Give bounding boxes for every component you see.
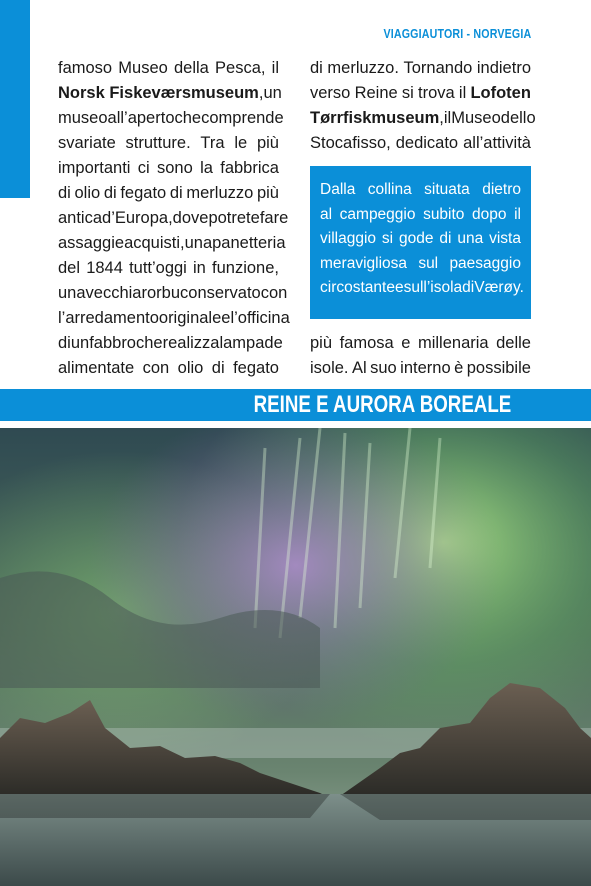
word: con	[260, 284, 288, 302]
text-line	[310, 131, 531, 156]
text-line	[58, 56, 279, 81]
word: di	[310, 59, 323, 77]
word: vecchia	[85, 284, 142, 302]
word: sull’isola	[403, 279, 463, 296]
word: dello	[500, 109, 536, 127]
text-line	[58, 306, 290, 331]
word: funzione,	[212, 259, 279, 277]
word: l’officina	[230, 309, 290, 327]
word: fabbrica	[220, 159, 279, 177]
word: un	[70, 334, 90, 352]
word: le	[234, 134, 248, 152]
word: e	[221, 309, 231, 327]
word: all’aperto	[107, 109, 175, 127]
word: conservato	[180, 284, 261, 302]
word: all’attività	[463, 134, 531, 152]
word: sul	[418, 254, 439, 272]
left-text-column	[58, 56, 290, 381]
text-line	[320, 178, 521, 203]
text-line	[58, 156, 279, 181]
word: di	[58, 334, 71, 352]
aurora-landscape-photo	[0, 428, 591, 886]
word: acquisti,	[124, 234, 185, 252]
word: Værøy.	[474, 279, 524, 296]
word: fabbro	[89, 334, 136, 352]
word: della	[173, 59, 209, 77]
reflection	[0, 794, 330, 818]
word: delle	[496, 334, 531, 352]
word: una	[58, 284, 86, 302]
word: il	[443, 109, 452, 127]
word: fare	[259, 209, 289, 227]
word: dietro	[482, 181, 521, 198]
word: più	[310, 334, 333, 352]
word: e	[394, 279, 404, 296]
word: Norsk Fiskeværsmuseum,	[58, 84, 264, 102]
text-line	[58, 256, 279, 281]
word: che	[174, 109, 202, 127]
word: rorbu	[141, 284, 181, 302]
word: Tra	[200, 134, 225, 152]
word: al	[320, 205, 333, 223]
word: olio	[74, 184, 101, 202]
reflection-right	[340, 794, 591, 820]
word: di	[211, 359, 225, 377]
word: l’arredamento	[58, 309, 159, 327]
word: importanti	[58, 159, 131, 177]
text-line	[58, 181, 279, 206]
word: museo	[58, 109, 108, 127]
word: merluzzo.	[327, 59, 399, 77]
right-text-column-top	[310, 56, 536, 156]
text-line	[58, 231, 286, 256]
word: famoso	[58, 59, 113, 77]
word: vista	[489, 230, 521, 247]
word: merluzzo	[186, 184, 254, 202]
word: dedicato	[395, 134, 459, 152]
text-line	[310, 56, 531, 81]
word: di	[169, 184, 183, 202]
word: più	[256, 184, 279, 202]
word: e	[401, 334, 411, 352]
word: trova	[418, 84, 455, 102]
word: gode	[399, 230, 434, 247]
word: dopo	[472, 205, 507, 223]
word: Museo	[451, 109, 501, 127]
word: panetteria	[212, 234, 286, 252]
word: si	[381, 230, 394, 247]
word: Tornando	[403, 59, 473, 77]
word: Al	[351, 359, 367, 377]
word: un	[263, 84, 282, 102]
text-line	[320, 227, 521, 252]
word: 1844	[86, 259, 123, 277]
word: e	[114, 234, 125, 252]
word: dove	[172, 209, 209, 227]
word: fegato	[233, 359, 279, 377]
word: Tørrfiskmuseum,	[310, 109, 444, 127]
word: svariate	[58, 134, 116, 152]
word: paesaggio	[449, 254, 521, 272]
word: il	[271, 59, 279, 77]
word: ci	[137, 159, 150, 177]
word: più	[256, 134, 279, 152]
section-header-band	[0, 389, 591, 421]
word: situata	[424, 181, 470, 198]
text-line	[320, 252, 521, 277]
text-line	[58, 331, 283, 356]
word: villaggio	[320, 230, 377, 247]
word: collina	[367, 181, 412, 198]
text-line	[58, 81, 282, 106]
word: suo	[370, 359, 397, 377]
word: è	[454, 359, 464, 377]
word: assaggi	[58, 234, 115, 252]
word: comprende	[201, 109, 284, 127]
section-title: REINE E AURORA BOREALE	[253, 391, 511, 418]
word: Lofoten	[470, 84, 531, 102]
word: Stocafisso,	[310, 134, 391, 152]
word: una	[457, 230, 484, 247]
word: subito	[423, 205, 465, 223]
word: antica	[58, 209, 103, 227]
word: olio	[177, 359, 204, 377]
text-line	[58, 356, 279, 381]
word: originale	[158, 309, 222, 327]
word: lampade	[219, 334, 283, 352]
word: che	[136, 334, 163, 352]
left-accent-bar	[0, 0, 30, 198]
word: di	[462, 279, 475, 296]
word: circostante	[320, 279, 395, 296]
word: famosa	[339, 334, 394, 352]
word: Museo	[118, 59, 168, 77]
word: del	[58, 259, 81, 277]
word: di	[103, 184, 117, 202]
word: d’Europa,	[102, 209, 173, 227]
text-line	[310, 356, 531, 381]
word: campeggio	[339, 205, 416, 223]
word: il	[458, 84, 467, 102]
word: Dalla	[320, 181, 356, 198]
word: millenaria	[417, 334, 489, 352]
right-text-column-bottom	[310, 331, 531, 381]
word: Reine	[354, 84, 398, 102]
word: indietro	[476, 59, 531, 77]
word: la	[200, 159, 213, 177]
text-line	[320, 203, 521, 228]
word: alimentate	[58, 359, 135, 377]
word: verso	[310, 84, 351, 102]
word: isole.	[310, 359, 349, 377]
text-line	[320, 276, 524, 301]
word: tutt’oggi	[129, 259, 187, 277]
running-head: VIAGGIAUTORI - NORVEGIA	[383, 26, 531, 41]
text-line	[58, 106, 284, 131]
word: possibile	[466, 359, 531, 377]
word: una	[184, 234, 213, 252]
word: fegato	[120, 184, 167, 202]
word: con	[142, 359, 170, 377]
word: di	[439, 230, 452, 247]
text-line	[310, 331, 531, 356]
text-line	[58, 131, 279, 156]
callout-box	[310, 166, 531, 319]
word: interno	[400, 359, 451, 377]
word: potrete	[208, 209, 260, 227]
text-line	[310, 81, 531, 106]
word: strutture.	[125, 134, 191, 152]
word: sono	[157, 159, 193, 177]
word: Pesca,	[215, 59, 266, 77]
text-line	[310, 106, 536, 131]
word: realizza	[162, 334, 220, 352]
text-line	[58, 281, 288, 306]
text-line	[58, 206, 289, 231]
word: il	[514, 205, 521, 223]
word: si	[401, 84, 414, 102]
word: di	[58, 184, 71, 202]
word: in	[193, 259, 206, 277]
word: meravigliosa	[320, 254, 408, 272]
